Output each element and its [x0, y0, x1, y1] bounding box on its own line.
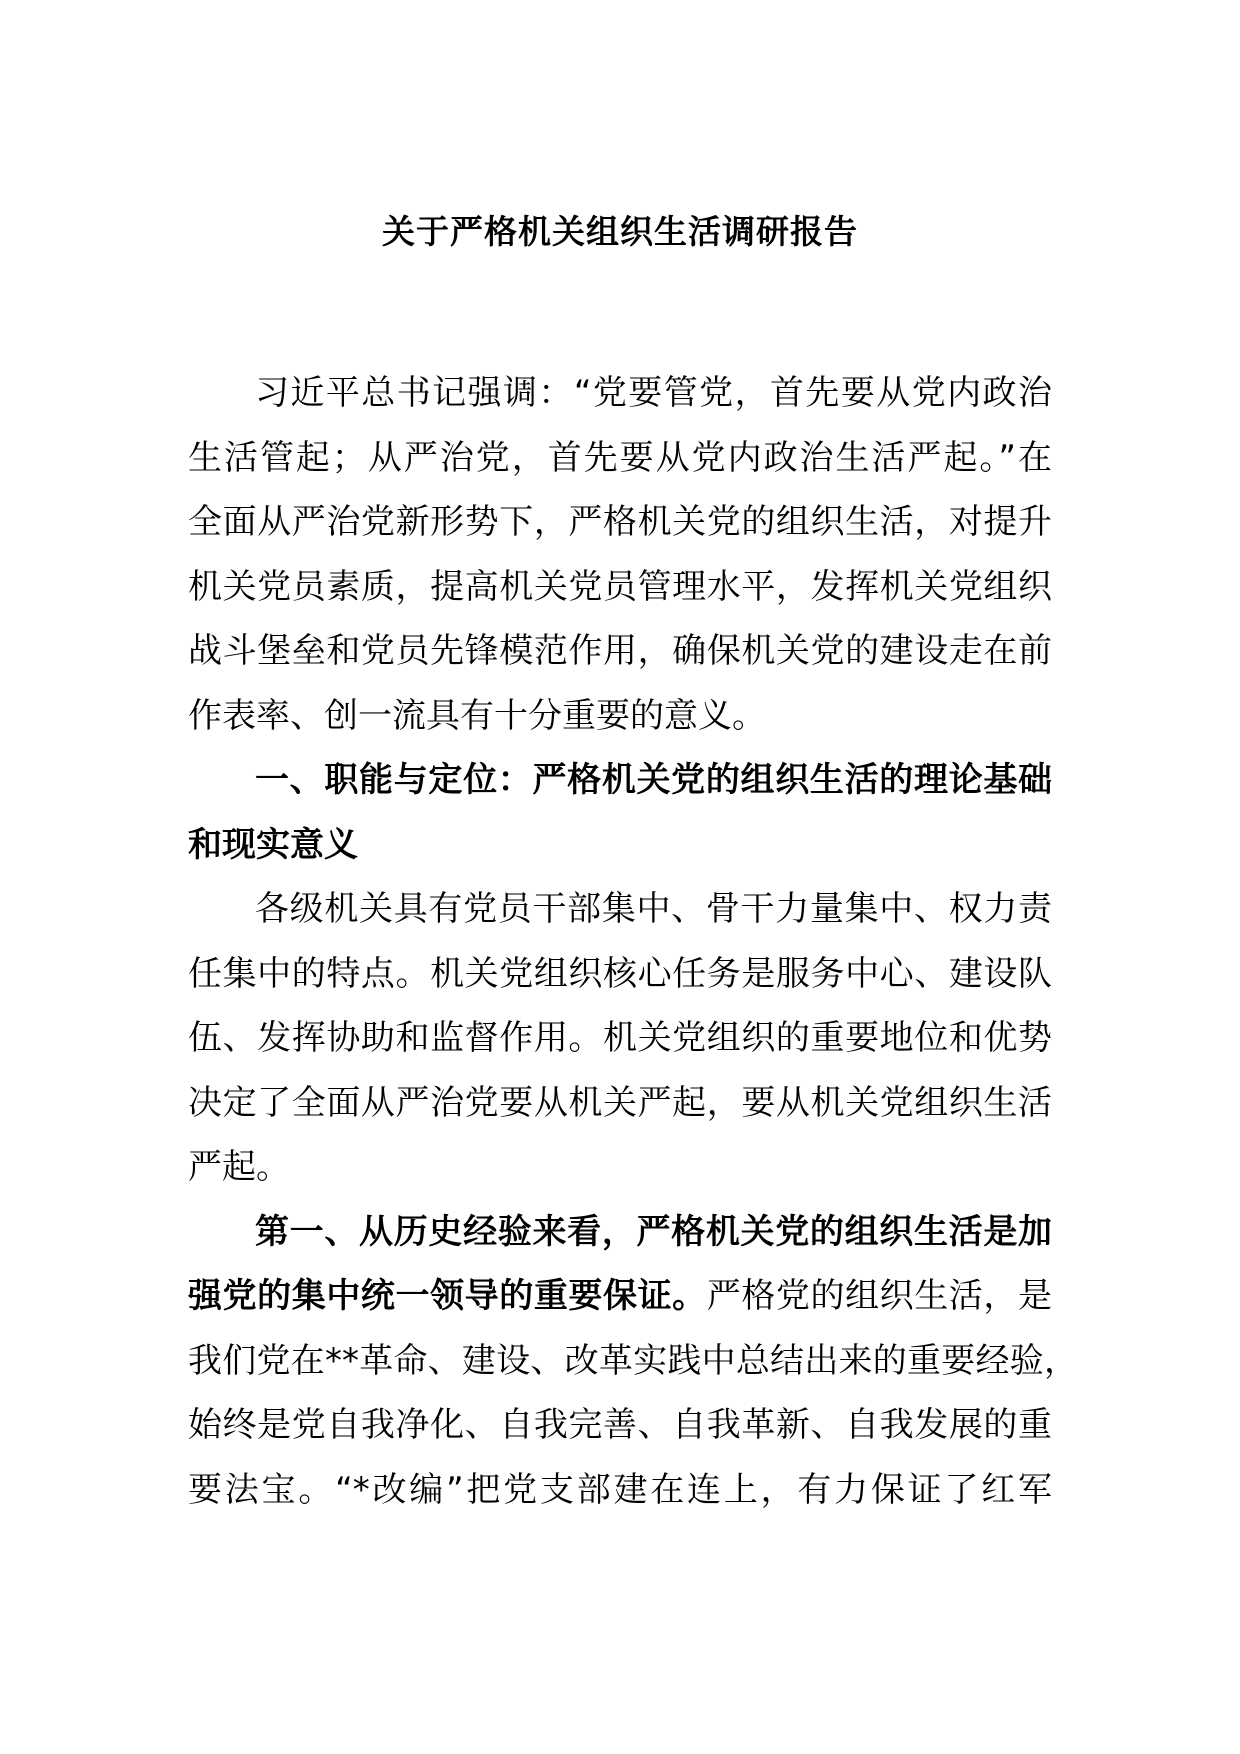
- text-line: [188, 1135, 1052, 1200]
- text-line: [188, 1071, 1052, 1136]
- bold-text: 和现实意义: [188, 824, 358, 865]
- body-text: 我们党在**革命、建设、改革实践中总结出来的重要经验，: [188, 1340, 1078, 1381]
- text-line: [188, 813, 1052, 878]
- text-line: [188, 490, 1052, 555]
- paragraph: [188, 361, 1052, 748]
- text-line: [188, 619, 1052, 684]
- document-body: [188, 361, 1078, 1522]
- text-line: [188, 1264, 1052, 1329]
- text-line: [188, 877, 1052, 942]
- text-line: [188, 361, 1052, 426]
- bold-text: 一、职能与定位：严格机关党的组织生活的理论基础: [255, 760, 1052, 800]
- body-text: 战斗堡垒和党员先锋模范作用，确保机关党的建设走在前: [188, 631, 1052, 671]
- body-text: 各级机关具有党员干部集中、骨干力量集中、权力责: [255, 889, 1052, 929]
- body-text: 习近平总书记强调：“党要管党，首先要从党内政治: [255, 373, 1052, 413]
- bold-text: 强党的集中统一领导的重要保证。: [188, 1276, 707, 1316]
- text-line: [188, 942, 1052, 1007]
- paragraph: [188, 877, 1052, 1200]
- text-line: [188, 1006, 1052, 1071]
- text-line: [188, 1458, 1052, 1523]
- text-line: [188, 1393, 1052, 1458]
- paragraph: [188, 748, 1052, 877]
- body-text: 严起。: [188, 1147, 290, 1187]
- document-title: 关于严格机关组织生活调研报告: [382, 212, 858, 251]
- text-line: [188, 555, 1052, 620]
- body-text: 伍、发挥协助和监督作用。机关党组织的重要地位和优势: [188, 1018, 1052, 1058]
- text-line: [188, 684, 1052, 749]
- body-text: 任集中的特点。机关党组织核心任务是服务中心、建设队: [188, 953, 1052, 994]
- body-text: 作表率、创一流具有十分重要的意义。: [188, 695, 766, 736]
- body-text: 始终是党自我净化、自我完善、自我革新、自我发展的重: [188, 1405, 1052, 1445]
- paragraph: [188, 1200, 1078, 1523]
- body-text: 生活管起；从严治党，首先要从党内政治生活严起。”在: [188, 437, 1052, 478]
- body-text: 决定了全面从严治党要从机关严起，要从机关党组织生活: [188, 1082, 1052, 1123]
- body-text: 机关党员素质，提高机关党员管理水平，发挥机关党组织: [188, 566, 1052, 607]
- body-text: 全面从严治党新形势下，严格机关党的组织生活，对提升: [188, 502, 1052, 542]
- body-text: 要法宝。“*改编”把党支部建在连上，有力保证了红军: [188, 1469, 1052, 1510]
- bold-text: 第一、从历史经验来看，严格机关党的组织生活是加: [255, 1211, 1052, 1252]
- text-line: [188, 1200, 1052, 1265]
- text-line: [188, 426, 1052, 491]
- body-text: 严格党的组织生活，是: [706, 1276, 1052, 1316]
- text-line: [188, 1329, 1078, 1394]
- text-line: [188, 748, 1052, 813]
